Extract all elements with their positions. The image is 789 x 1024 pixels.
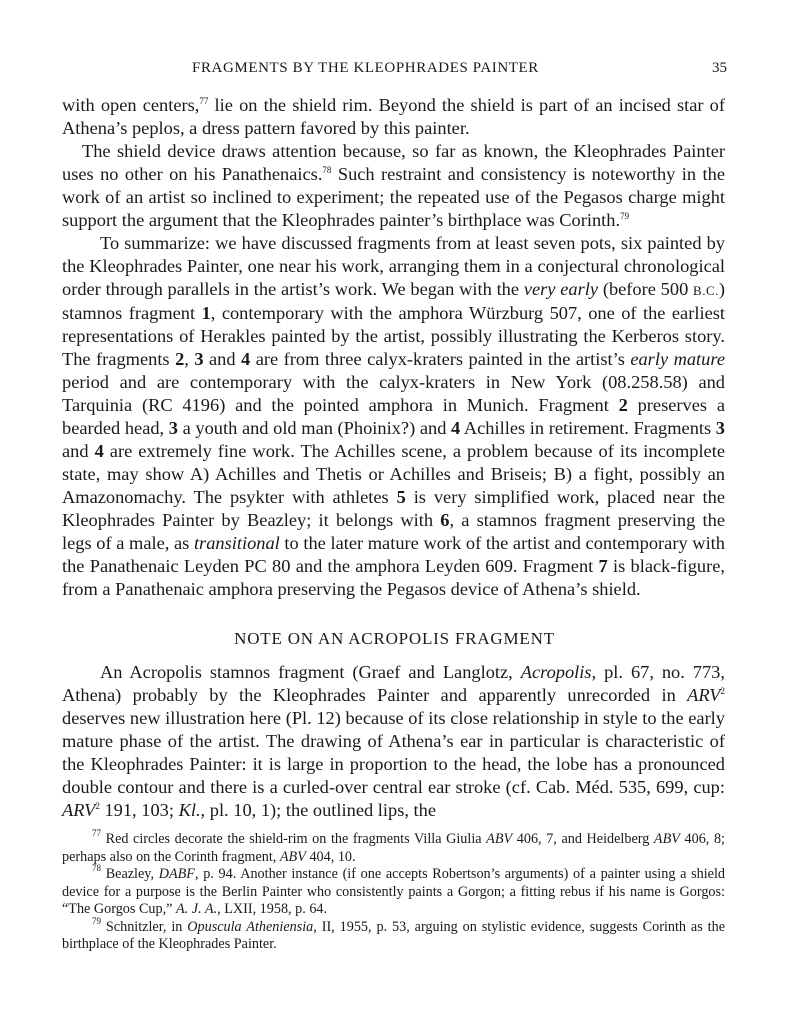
section-text: [62, 661, 725, 822]
page-number: 35: [712, 60, 727, 76]
section-heading: NOTE ON AN ACROPOLIS FRAGMENT: [234, 629, 555, 648]
footnote-ref-79[interactable]: 79: [620, 211, 630, 221]
main-text: [62, 94, 725, 601]
paragraph-3: To summarize: we have discussed fragments from at least seven pots, six painted by the Kleophrades Painter, one near his work, arranging them in a conjectural chronological order through parallels in the artist’s work. We began with the very early (before 500 B.C.) stamnos fragment 1, contemporary with the amphora Würzburg 507, one of the earliest representations of Herakles painted by the artist, possibly illustrating the Kerberos story. The fragments 2, 3 and 4 are from three calyx-kraters painted in the artist’s early mature period and are contemporary with the calyx-kraters in New York (08.258.58) and Tarquinia (RC 4196) and the pointed amphora in Munich. Fragment 2 preserves a bearded head, 3 a youth and old man (Phoinix?) and 4 Achilles in retirement. Fragments 3 and 4 are extremely fine work. The Achilles scene, a problem because of its incomplete state, may show A) Achilles and Thetis or Achilles and Briseis; B) a fight, possibly an Amazonomachy. The psykter with athletes 5 is very simplified work, placed near the Kleophrades Painter by Beazley; it belongs with 6, a stamnos fragment preserving the legs of a male, as transitional to the later mature work of the artist and contemporary with the Panathenaic Leyden PC 80 and the amphora Leyden 609. Fragment 7 is black-figure, from a Panathenaic amphora preserving the Pegasos device of Athena’s shield.: [62, 233, 726, 599]
running-head: FRAGMENTS BY THE KLEOPHRADES PAINTER: [192, 60, 539, 76]
paragraph-4: An Acropolis stamnos fragment (Graef and Langlotz, Acropolis, pl. 67, no. 773, Athena) probably by the Kleophrades Painter and apparently unrecorded in ARV$^2$ deserves new illustration here (Pl. 12) because of its close relationship in style to the early mature phase of the artist. The drawing of Athena’s ear in particular is characteristic of the Kleophrades Painter: it is large in proportion to the head, the lobe has a pronounced double contour and there is a curled-over central ear stroke (cf. Cab. Méd. 535, 699, cup: ARV$^2$ 191, 103; Kl., pl. 10, 1); the outlined lips, the: [62, 662, 725, 820]
footnote-ref-77[interactable]: 77: [199, 96, 209, 106]
footnotes: [62, 828, 725, 954]
footnote-78: $^{78}$ Beazley, DABF, p. 94. Another instance (if one accepts Robertson’s arguments) of a painter using a shield device for a purpose is the Berlin Painter who consistently paints a Gorgon; a fitting rebus if his name is Gorgos: “The Gorgos Cup,” A. J. A., LXII, 1958, p. 64.: [62, 863, 725, 917]
paragraph-1: with open centers,$^{77}$ lie on the shield rim. Beyond the shield is part of an incised star of Athena’s peplos, a dress pattern favored by this painter.: [62, 95, 725, 138]
paragraph-2: The shield device draws attention because, so far as known, the Kleophrades Painter uses no other on his Panathenaics.$^{78}$ Such restraint and consistency is noteworthy in the work of an artist so inclined to experiment; the repeated use of the Pegasos charge might support the argument that the Kleophrades painter’s birthplace was Corinth.$^{79}$: [62, 141, 725, 230]
footnote-ref-78[interactable]: 78: [322, 165, 332, 175]
page-header: [62, 60, 727, 80]
footnote-79: $^{79}$ Schnitzler, in Opuscula Atheniensia, II, 1955, p. 53, arguing on stylistic evidence, suggests Corinth as the birthplace of the Kleophrades Painter.: [62, 915, 725, 952]
footnote-77: $^{77}$ Red circles decorate the shield-rim on the fragments Villa Giulia ABV 406, 7, and Heidelberg ABV 406, 8; perhaps also on the Corinth fragment, ABV 404, 10.: [62, 828, 725, 865]
